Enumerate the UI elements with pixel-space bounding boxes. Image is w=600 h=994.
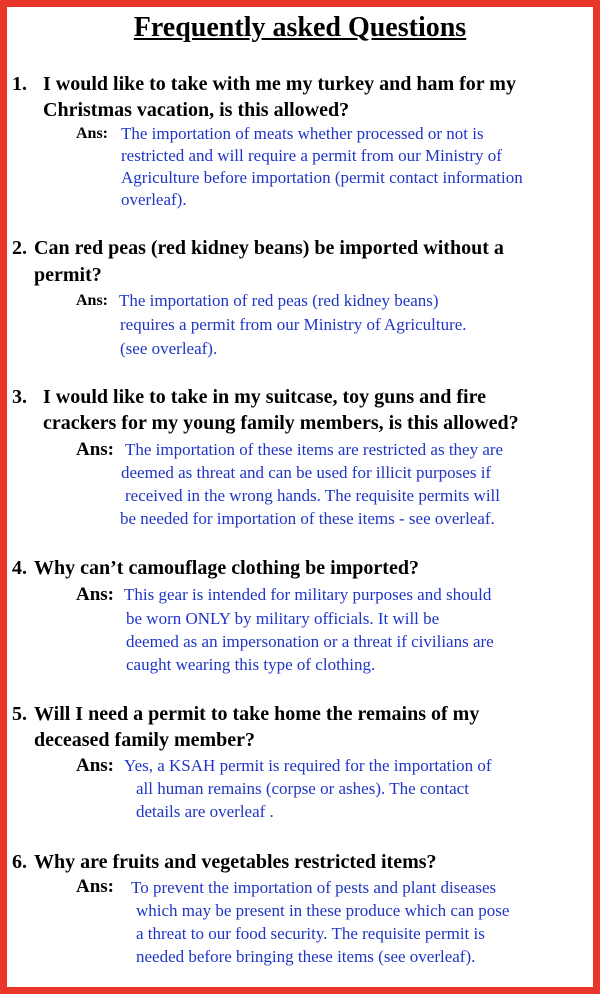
faq-3-answer-label: Ans:: [76, 439, 115, 460]
faq-3-number: 3.: [12, 386, 27, 408]
faq-6-answer-line-1: To prevent the importation of pests and plant diseases: [131, 878, 497, 897]
faq-6-answer-label: Ans:: [76, 876, 115, 897]
faq-5-answer-line-1: Yes, a KSAH permit is required for the importation of: [124, 756, 492, 775]
faq-6-question-line-1: Why are fruits and vegetables restricted items?: [34, 851, 437, 873]
page-title: Frequently asked Questions: [133, 12, 467, 43]
faq-2-answer-line-1: The importation of red peas (red kidney beans): [119, 291, 439, 310]
faq-4-answer-line-1: This gear is intended for military purposes and should: [124, 585, 492, 604]
faq-6-number: 6.: [12, 851, 27, 873]
faq-1-answer-line-4: overleaf).: [121, 190, 187, 209]
faq-2-answer-line-3: (see overleaf).: [120, 339, 218, 358]
faq-3-answer-line-3: received in the wrong hands. The requisite permits will: [125, 486, 501, 505]
faq-3-answer-line-4: be needed for importation of these items - see overleaf.: [120, 509, 495, 528]
faq-6-answer-line-2: which may be present in these produce which can pose: [136, 901, 510, 920]
faq-3-question-line-2: crackers for my young family members, is this allowed?: [43, 412, 519, 434]
faq-4-answer-line-3: deemed as an impersonation or a threat if civilians are: [126, 632, 494, 651]
faq-2-question-line-2: permit?: [34, 264, 102, 286]
faq-3-question-line-1: I would like to take in my suitcase, toy guns and fire: [43, 386, 487, 408]
faq-2-question-line-1: Can red peas (red kidney beans) be imported without a: [34, 237, 504, 259]
faq-2-number: 2.: [12, 237, 27, 259]
faq-5-answer-line-2: all human remains (corpse or ashes). The contact: [136, 779, 469, 798]
faq-5-question-line-2: deceased family member?: [34, 729, 256, 751]
faq-1-answer-line-2: restricted and will require a permit from our Ministry of: [121, 146, 502, 165]
faq-5-number: 5.: [12, 703, 27, 725]
faq-4-question-line-1: Why can’t camouflage clothing be imported?: [34, 557, 419, 579]
faq-5-answer-label: Ans:: [76, 755, 115, 776]
faq-1-answer-line-3: Agriculture before importation (permit contact information: [121, 168, 523, 187]
faq-1-number: 1.: [12, 73, 27, 95]
faq-3-answer-line-2: deemed as threat and can be used for illicit purposes if: [121, 463, 492, 482]
faq-1-answer-line-1: The importation of meats whether processed or not is: [121, 124, 484, 143]
faq-5-answer-line-3: details are overleaf .: [136, 802, 274, 821]
faq-4-answer-line-4: caught wearing this type of clothing.: [126, 655, 376, 674]
faq-1-answer-label: Ans:: [76, 125, 109, 142]
faq-2-answer-label: Ans:: [76, 292, 109, 309]
faq-5-question-line-1: Will I need a permit to take home the remains of my: [34, 703, 480, 725]
faq-6-answer-line-4: needed before bringing these items (see overleaf).: [136, 947, 476, 966]
faq-4-number: 4.: [12, 557, 27, 579]
faq-1-question-line-2: Christmas vacation, is this allowed?: [43, 99, 350, 121]
faq-3-answer-line-1: The importation of these items are restricted as they are: [125, 440, 504, 459]
faq-4-answer-label: Ans:: [76, 584, 115, 605]
faq-2-answer-line-2: requires a permit from our Ministry of Agriculture.: [120, 315, 467, 334]
faq-4-answer-line-2: be worn ONLY by military officials. It will be: [126, 609, 440, 628]
faq-1-question-line-1: I would like to take with me my turkey and ham for my: [43, 73, 516, 95]
faq-6-answer-line-3: a threat to our food security. The requisite permit is: [136, 924, 485, 943]
